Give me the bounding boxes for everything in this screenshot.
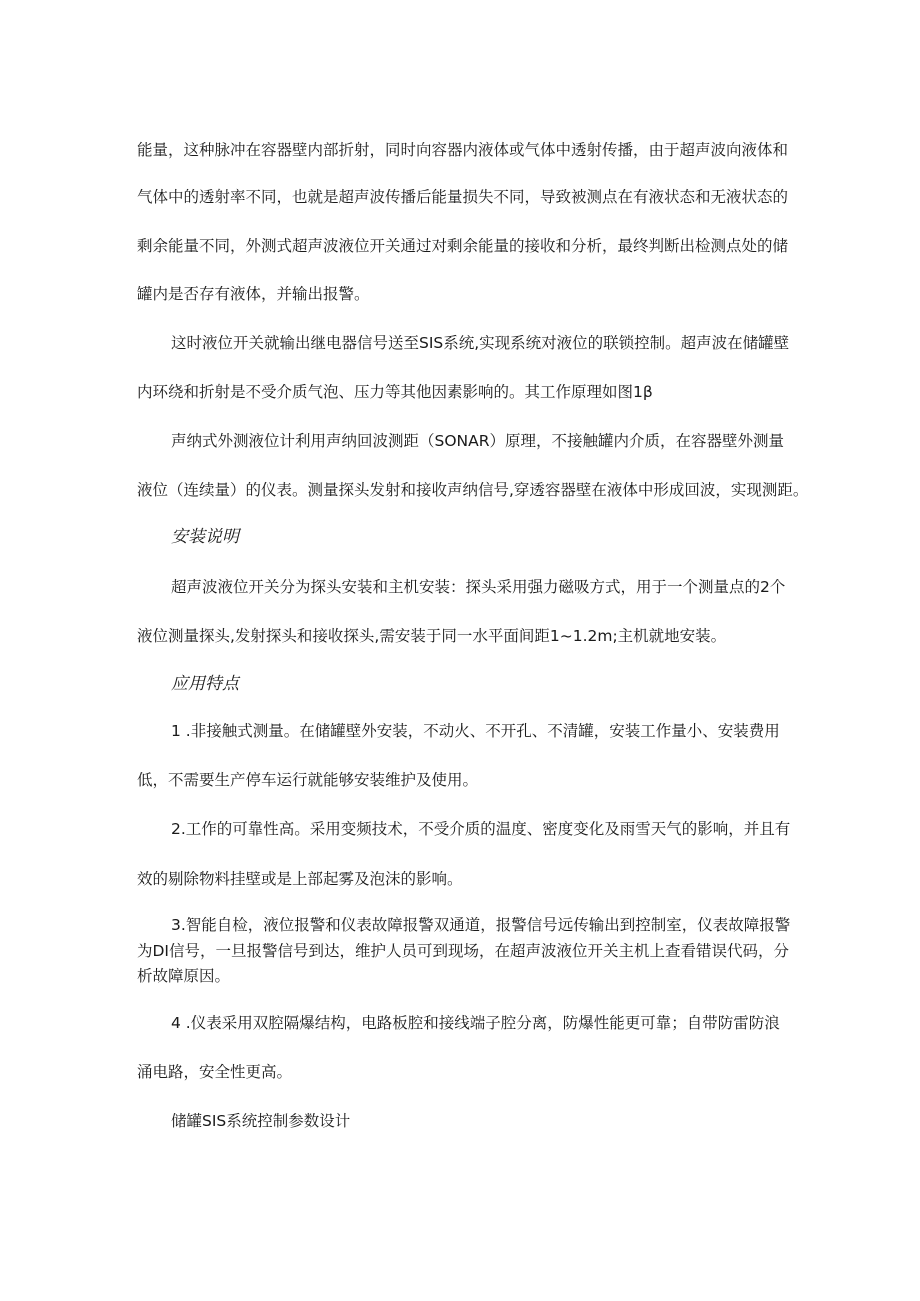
section-heading-features: 应用特点 [171, 674, 239, 694]
text-line: 内环绕和折射是不受介质气泡、压力等其他因素影响的。其工作原理如图1β [137, 383, 653, 401]
text-line: 剩余能量不同，外测式超声波液位开关通过对剩余能量的接收和分析，最终判断出检测点处的储 [137, 237, 789, 255]
text-line: 液位（连续量）的仪表。测量探头发射和接收声纳信号,穿透容器壁在液体中形成回波，实现测距。 [137, 481, 809, 499]
section-heading-installation: 安装说明 [171, 527, 239, 547]
text-line: 液位测量探头,发射探头和接收探头,需安装于同一水平面间距1~1.2m;主机就地安装。 [137, 627, 727, 645]
text-line: 超声波液位开关分为探头安装和主机安装：探头采用强力磁吸方式，用于一个测量点的2个 [171, 578, 786, 596]
text-line: 4 .仪表采用双腔隔爆结构，电路板腔和接线端子腔分离，防爆性能更可靠；自带防雷防浪 [171, 1014, 780, 1032]
text-line: 低，不需要生产停车运行就能够安装维护及使用。 [137, 771, 479, 789]
text-line: 1 .非接触式测量。在储罐壁外安装，不动火、不开孔、不清罐，安装工作量小、安装费用 [171, 722, 780, 740]
text-line: 2.工作的可靠性高。采用变频技术，不受介质的温度、密度变化及雨雪天气的影响，并且有 [171, 820, 791, 838]
text-line: 为DI信号，一旦报警信号到达，维护人员可到现场，在超声波液位开关主机上查看错误代码，分 [137, 942, 790, 960]
text-line: 3.智能自检，液位报警和仪表故障报警双通道，报警信号远传输出到控制室，仪表故障报警 [171, 916, 791, 934]
section-heading-sis-parameters: 储罐SIS系统控制参数设计 [171, 1112, 351, 1130]
text-line: 罐内是否存有液体，并输出报警。 [137, 285, 370, 303]
text-line: 能量，这种脉冲在容器壁内部折射，同时向容器内液体或气体中透射传播，由于超声波向液体和 [137, 141, 789, 159]
text-line: 析故障原因。 [137, 967, 231, 985]
text-line: 气体中的透射率不同，也就是超声波传播后能量损失不同，导致被测点在有液状态和无液状态的 [137, 188, 789, 206]
text-line: 涌电路，安全性更高。 [137, 1063, 293, 1081]
text-line: 声纳式外测液位计利用声纳回波测距（SONAR）原理，不接触罐内介质，在容器壁外测量 [171, 432, 785, 450]
text-line: 这时液位开关就输出继电器信号送至SIS系统,实现系统对液位的联锁控制。超声波在储罐壁 [171, 334, 790, 352]
text-line: 效的剔除物料挂壁或是上部起雾及泡沫的影响。 [137, 870, 463, 888]
